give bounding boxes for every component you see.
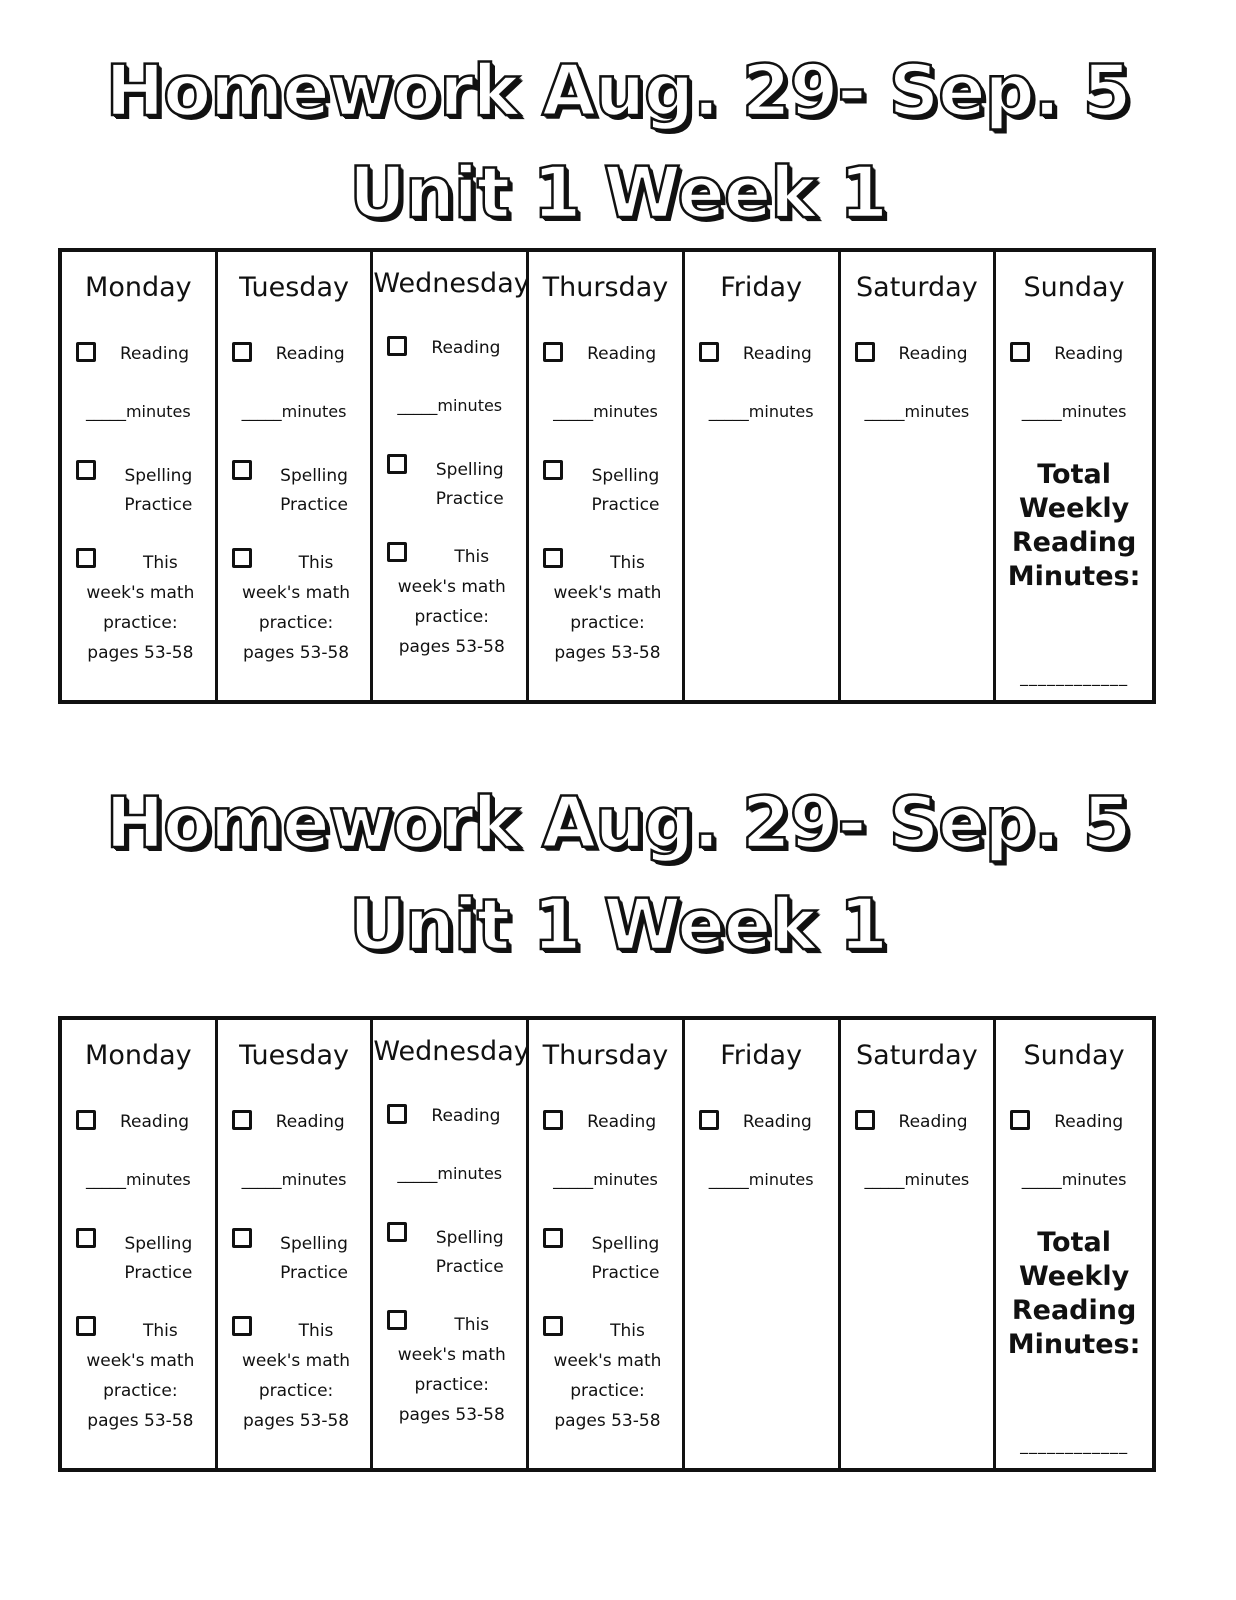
unit-week-subtitle: Unit 1 Week 1 <box>349 884 887 966</box>
day-column-tuesday <box>218 252 374 700</box>
minutes-blank: _____minutes <box>241 402 347 421</box>
day-column-saturday <box>841 1020 997 1468</box>
day-column-wednesday <box>373 252 529 700</box>
spelling-checkbox[interactable] <box>543 1228 563 1248</box>
unit-week-subtitle: Unit 1 Week 1 <box>349 152 887 234</box>
reading-checkbox[interactable] <box>1010 1110 1030 1130</box>
minutes-blank: _____minutes <box>397 396 503 415</box>
reading-checkbox[interactable] <box>232 342 252 362</box>
reading-checkbox[interactable] <box>699 1110 719 1130</box>
math-label: This week's math practice: pages 53-58 <box>553 553 662 663</box>
weekly-homework-grid <box>58 248 1156 704</box>
minutes-blank: _____minutes <box>708 402 814 421</box>
reading-label: Reading <box>587 344 657 364</box>
spelling-checkbox[interactable] <box>232 1228 252 1248</box>
math-label: This week's math practice: pages 53-58 <box>86 553 195 663</box>
math-label: This week's math practice: pages 53-58 <box>397 547 506 657</box>
day-column-friday <box>685 1020 841 1468</box>
spelling-label: Spelling Practice <box>280 466 348 515</box>
homework-title: Homework Aug. 29- Sep. 5 <box>105 782 1131 864</box>
day-name: Friday <box>720 1040 803 1071</box>
reading-label: Reading <box>431 1106 501 1126</box>
day-name: Monday <box>85 272 192 303</box>
spelling-label: Spelling Practice <box>591 1234 660 1283</box>
spelling-label: Spelling Practice <box>124 1234 193 1283</box>
reading-label: Reading <box>898 344 968 364</box>
day-name: Thursday <box>542 272 669 303</box>
reading-checkbox[interactable] <box>76 342 96 362</box>
day-column-monday <box>62 252 218 700</box>
reading-label: Reading <box>120 1112 190 1132</box>
spelling-label: Spelling Practice <box>280 1234 348 1283</box>
reading-label: Reading <box>742 1112 812 1132</box>
reading-label: Reading <box>275 1112 345 1132</box>
day-name: Thursday <box>542 1040 669 1071</box>
minutes-blank: _____minutes <box>85 402 191 421</box>
day-name: Monday <box>85 1040 192 1071</box>
spelling-checkbox[interactable] <box>387 1222 407 1242</box>
minutes-blank: _____minutes <box>85 1170 191 1189</box>
math-label: This week's math practice: pages 53-58 <box>86 1321 195 1431</box>
day-column-saturday <box>841 252 997 700</box>
day-column-sunday <box>996 252 1152 700</box>
total-minutes-blank: ____________ <box>1020 1435 1129 1454</box>
reading-label: Reading <box>275 344 345 364</box>
spelling-label: Spelling Practice <box>435 460 504 509</box>
reading-checkbox[interactable] <box>76 1110 96 1130</box>
math-label: This week's math practice: pages 53-58 <box>553 1321 662 1431</box>
total-weekly-minutes-label: Total Weekly Reading Minutes: <box>1007 459 1141 592</box>
spelling-checkbox[interactable] <box>543 460 563 480</box>
minutes-blank: _____minutes <box>708 1170 814 1189</box>
day-column-sunday <box>996 1020 1152 1468</box>
day-name: Tuesday <box>239 1040 349 1071</box>
day-name: Sunday <box>1023 1040 1125 1071</box>
reading-label: Reading <box>898 1112 968 1132</box>
reading-label: Reading <box>1054 344 1124 364</box>
spelling-label: Spelling Practice <box>435 1228 504 1277</box>
spelling-checkbox[interactable] <box>76 1228 96 1248</box>
day-name: Saturday <box>856 272 978 303</box>
math-label: This week's math practice: pages 53-58 <box>242 553 351 663</box>
day-name: Wednesday <box>373 268 530 299</box>
minutes-blank: _____minutes <box>553 402 658 421</box>
minutes-blank: _____minutes <box>397 1164 503 1183</box>
total-weekly-minutes-label: Total Weekly Reading Minutes: <box>1007 1227 1141 1360</box>
reading-checkbox[interactable] <box>543 1110 563 1130</box>
day-name: Saturday <box>856 1040 978 1071</box>
reading-checkbox[interactable] <box>855 1110 875 1130</box>
day-column-tuesday <box>218 1020 374 1468</box>
minutes-blank: _____minutes <box>553 1170 658 1189</box>
minutes-blank: _____minutes <box>1021 402 1127 421</box>
math-label: This week's math practice: pages 53-58 <box>397 1315 506 1425</box>
math-label: This week's math practice: pages 53-58 <box>242 1321 351 1431</box>
reading-label: Reading <box>742 344 812 364</box>
reading-checkbox[interactable] <box>387 336 407 356</box>
reading-checkbox[interactable] <box>543 342 563 362</box>
day-column-thursday <box>529 1020 685 1468</box>
reading-label: Reading <box>431 338 501 358</box>
reading-checkbox[interactable] <box>1010 342 1030 362</box>
spelling-checkbox[interactable] <box>232 460 252 480</box>
reading-label: Reading <box>120 344 190 364</box>
day-column-thursday <box>529 252 685 700</box>
day-name: Sunday <box>1023 272 1125 303</box>
day-column-friday <box>685 252 841 700</box>
total-minutes-blank: ____________ <box>1020 667 1129 686</box>
spelling-checkbox[interactable] <box>76 460 96 480</box>
reading-checkbox[interactable] <box>699 342 719 362</box>
spelling-checkbox[interactable] <box>387 454 407 474</box>
reading-label: Reading <box>1054 1112 1124 1132</box>
weekly-homework-grid <box>58 1016 1156 1472</box>
reading-checkbox[interactable] <box>387 1104 407 1124</box>
minutes-blank: _____minutes <box>864 402 970 421</box>
minutes-blank: _____minutes <box>1021 1170 1127 1189</box>
day-name: Wednesday <box>373 1036 530 1067</box>
day-column-monday <box>62 1020 218 1468</box>
spelling-label: Spelling Practice <box>124 466 193 515</box>
spelling-label: Spelling Practice <box>591 466 660 515</box>
day-column-wednesday <box>373 1020 529 1468</box>
reading-checkbox[interactable] <box>855 342 875 362</box>
reading-checkbox[interactable] <box>232 1110 252 1130</box>
day-name: Friday <box>720 272 803 303</box>
day-name: Tuesday <box>239 272 349 303</box>
homework-title: Homework Aug. 29- Sep. 5 <box>105 50 1131 132</box>
minutes-blank: _____minutes <box>241 1170 347 1189</box>
minutes-blank: _____minutes <box>864 1170 970 1189</box>
reading-label: Reading <box>587 1112 657 1132</box>
